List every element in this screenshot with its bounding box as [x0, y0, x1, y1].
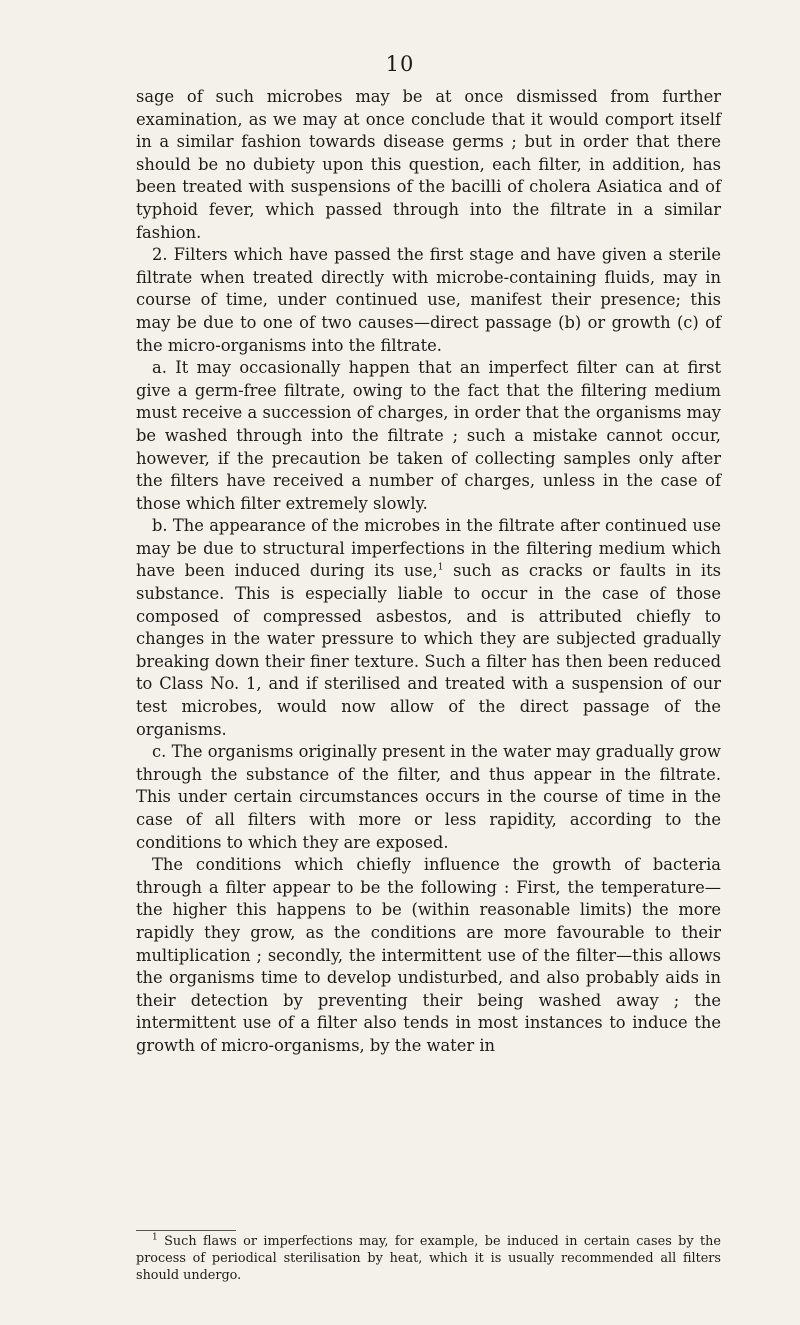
footnote-marker: 1: [152, 1232, 158, 1243]
paragraph-point-a: a. It may occasionally happen that an imperfect filter can at first give a germ-free filtrate, owing to the fact that the filtering medium must receive a succession of charges, in order that the organisms may be washed through into the filtrate ; such a mistake cannot occur, however, if the precaution be taken of collecting samples only after the filters have received a number of charges, unless in the case of those which filter extremely slowly.: [136, 358, 721, 513]
footnote: [136, 1233, 721, 1284]
body-text: [136, 86, 721, 1058]
paragraph-continuation: sage of such microbes may be at once dismissed from further examination, as we may at once conclude that it would comport itself in a similar fashion towards disease germs ; but in order that there should be no dubiety upon this question, each filter, in addition, has been treated with suspensions of the bacilli of cholera Asiatica and of typhoid fever, which passed through into the filtrate in a similar fashion.: [136, 87, 721, 242]
paragraph-point-c: c. The organisms originally present in the water may gradually grow through the substance of the filter, and thus appear in the filtrate. This under certain circumstances occurs in the course of time in the case of all filters with more or less rapidity, according to the conditions to which they are exposed.: [136, 742, 721, 852]
footnote-text: Such flaws or imperfections may, for example, be induced in certain cases by the process of periodical sterilisation by heat, which it is usually recommended all filters should undergo.: [136, 1234, 721, 1283]
paragraph-filters-stage-two: 2. Filters which have passed the first stage and have given a sterile filtrate when treated directly with microbe-containing fluids, may in course of time, under continued use, manifest their presence; this may be due to one of two causes—direct passage (b) or growth (c) of the micro-organisms into the filtrate.: [136, 245, 721, 355]
paragraph-point-b-first-part: b. The appearance of the microbes in the filtrate after continued use may be due to structural imperfections in the filtering medium which have been induced during its use,: [136, 516, 721, 581]
footnote-reference: 1: [437, 563, 444, 574]
page-number: 10: [385, 52, 415, 76]
paragraph-point-b: [136, 515, 721, 741]
paragraph-point-b-second-part: such as cracks or faults in its substance. This is especially liable to occur in the case of those composed of compressed asbestos, and is attributed chiefly to changes in the water pressure to which they are subjected gradually breaking down their finer texture. Such a filter has then been reduced to Class No. 1, and if sterilised and treated with a suspension of our test microbes, would now allow of the direct passage of the organisms.: [136, 561, 722, 739]
footnote-divider: [136, 1230, 236, 1231]
paragraph-growth-conditions: The conditions which chiefly influence the growth of bacteria through a filter appear to be the following : First, the temperature—the higher this happens to be (within reasonable limits) the more rapidly they grow, as the conditions are more favourable to their multiplication ; secondly, the intermittent use of the filter—this allows the organisms time to develop undisturbed, and also probably aids in their detection by preventing their being washed away ; the intermittent use of a filter also tends in most instances to induce the growth of micro-organisms, by the water in: [136, 855, 721, 1055]
